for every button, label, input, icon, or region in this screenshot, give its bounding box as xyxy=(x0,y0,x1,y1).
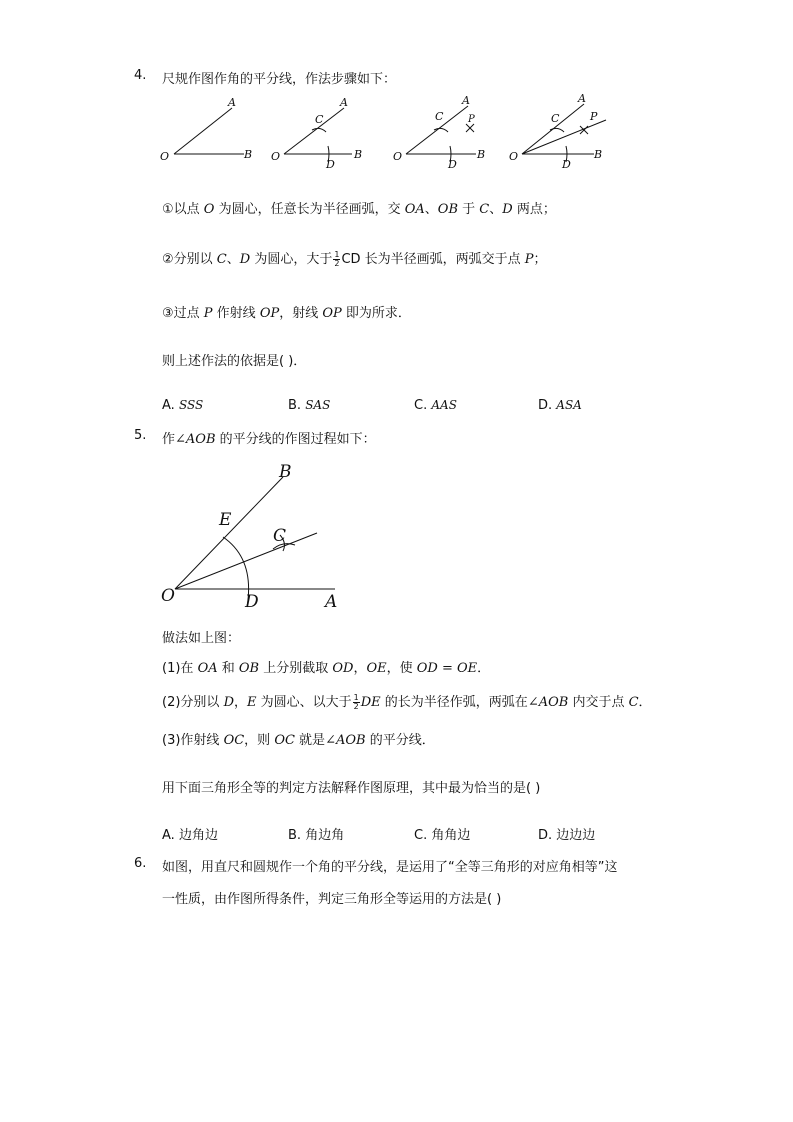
q5-step3: (3)作射线 OC，则 OC 就是∠AOB 的平分线． xyxy=(162,733,435,748)
q4-option-a[interactable]: A. SSS xyxy=(162,398,204,413)
q4-figure-step3 xyxy=(509,92,606,170)
fraction-one-half: $\frac{1}{2}$ xyxy=(353,693,359,711)
label-O: O xyxy=(160,150,170,163)
q4-step1: ①以点 O 为圆心，任意长为半径画弧，交 OA、OB 于 C、D 两点； xyxy=(162,202,556,217)
label-P: P xyxy=(468,114,475,125)
label-B: B xyxy=(279,462,292,482)
q6-stem-line2: 一性质，由作图所得条件，判定三角形全等运用的方法是( ) xyxy=(162,892,502,907)
q6-stem-line1: 如图，用直尺和圆规作一个角的平分线，是运用了“全等三角形的对应角相等”这 xyxy=(162,860,618,875)
label-O: O xyxy=(509,150,519,163)
label-A: A xyxy=(340,96,348,109)
q4-figure-step1 xyxy=(271,96,362,170)
q5-method: 做法如上图： xyxy=(162,631,241,646)
label-D: D xyxy=(448,158,457,170)
q4-figure-step2 xyxy=(393,94,485,170)
label-O: O xyxy=(271,150,281,163)
label-A: A xyxy=(228,96,236,109)
q5-option-b[interactable]: B. 角边角 xyxy=(288,828,345,843)
label-B: B xyxy=(354,148,363,161)
q4-option-b[interactable]: B. SAS xyxy=(288,398,331,413)
label-C: C xyxy=(551,112,560,125)
label-C: C xyxy=(273,526,287,546)
label-A: A xyxy=(325,592,338,612)
q4-stem: 尺规作图作角的平分线，作法步骤如下： xyxy=(162,72,397,87)
label-O: O xyxy=(393,150,403,163)
q4-number: 4. xyxy=(134,68,147,83)
q5-stem: 作∠AOB 的平分线的作图过程如下： xyxy=(162,432,376,447)
label-C: C xyxy=(435,110,444,123)
label-B: B xyxy=(244,148,253,161)
label-D: D xyxy=(562,158,571,170)
q5-number: 5. xyxy=(134,428,147,443)
label-E: E xyxy=(219,510,232,530)
q5-step1: (1)在 OA 和 OB 上分别截取 OD，OE，使 OD = OE． xyxy=(162,661,491,676)
label-D: D xyxy=(326,158,335,170)
q4-question: 则上述作法的依据是( )． xyxy=(162,354,307,369)
q6-number: 6. xyxy=(134,856,147,871)
q5-figure xyxy=(155,455,355,615)
q5-option-d[interactable]: D. 边边边 xyxy=(538,828,596,843)
q4-option-c[interactable]: C. AAS xyxy=(414,398,457,413)
fraction-one-half: $\frac{1}{2}$ xyxy=(334,250,340,268)
q5-option-a[interactable]: A. 边角边 xyxy=(162,828,218,843)
label-B: B xyxy=(594,148,603,161)
label-B: B xyxy=(477,148,486,161)
label-A: A xyxy=(462,94,470,107)
q4-step2: ②分别以 C、D 为圆心，大于 $\frac{1}{2}$ CD 长为半径画弧，两弧交于点 P； xyxy=(162,250,547,268)
label-C: C xyxy=(315,113,324,126)
label-D: D xyxy=(245,592,259,612)
q4-figure-step0 xyxy=(160,96,252,163)
label-A: A xyxy=(578,92,586,105)
q4-option-d[interactable]: D. ASA xyxy=(538,398,582,413)
q5-step2: (2)分别以 D，E 为圆心、以大于 $\frac{1}{2}$ DE 的长为半径作弧，两弧在∠AOB 内交于点 C． xyxy=(162,693,652,711)
label-P: P xyxy=(590,110,598,123)
q4-step3: ③过点 P 作射线 OP，射线 OP 即为所求． xyxy=(162,306,411,321)
q5-option-c[interactable]: C. 角角边 xyxy=(414,828,471,843)
label-O: O xyxy=(161,586,175,606)
q4-figure xyxy=(150,90,620,170)
q5-question: 用下面三角形全等的判定方法解释作图原理，其中最为恰当的是( ) xyxy=(162,781,541,796)
